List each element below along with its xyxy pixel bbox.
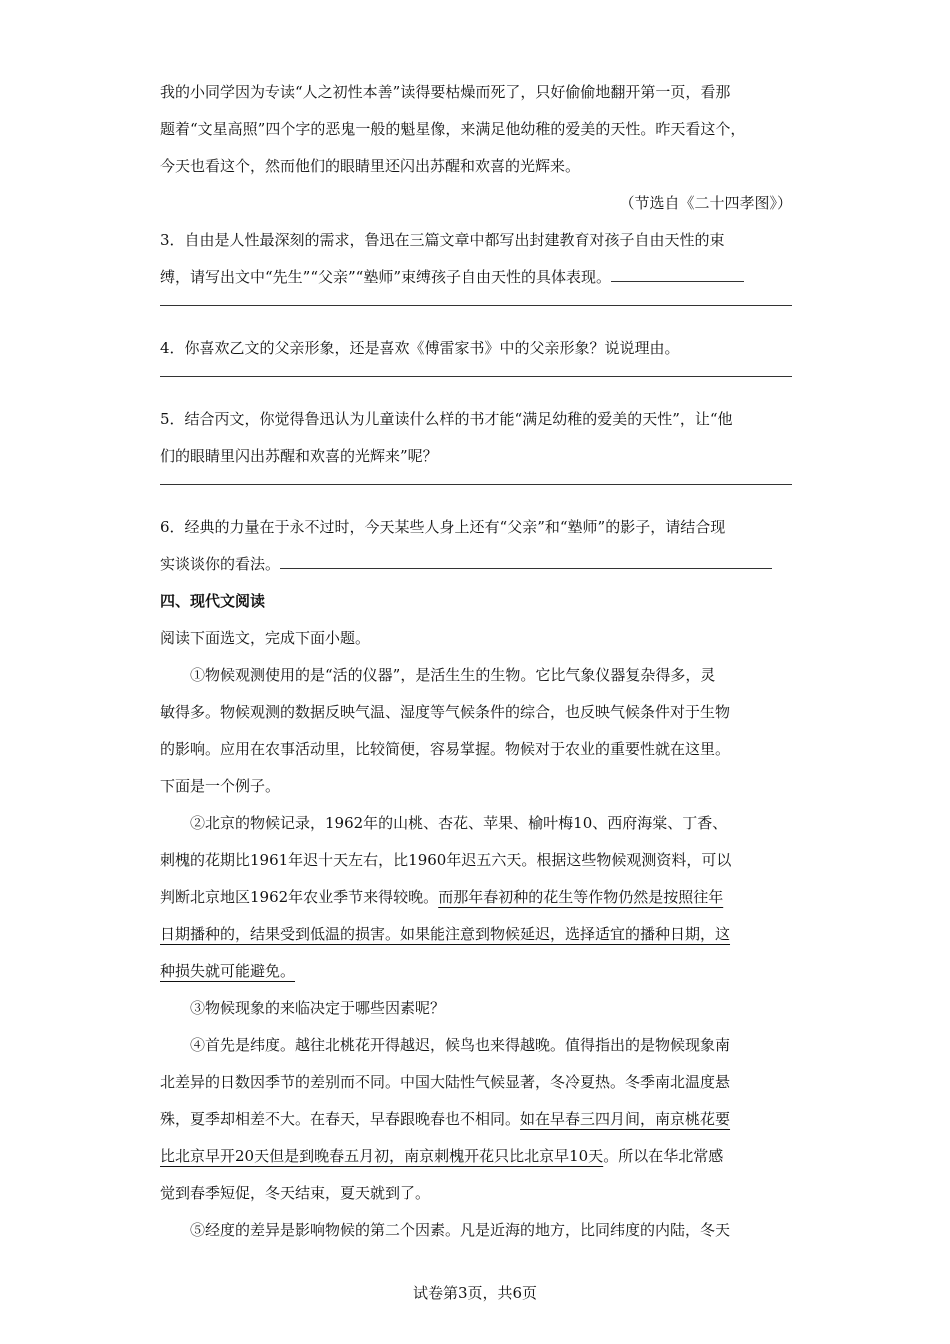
underlined-sentence: 日期播种的，结果受到低温的损害。如果能注意到物候延迟，选择适宜的播种日期，这: [160, 925, 731, 943]
paragraph-1-line: 下面是一个例子。: [160, 777, 281, 795]
section-heading: 四、现代文阅读: [160, 592, 266, 610]
paragraph-2-line: ②北京的物候记录，1962年的山桃、杏花、苹果、榆叶梅10、西府海棠、丁香、: [190, 814, 728, 832]
paragraph-4-line: 觉到春季短促，冬天结束，夏天就到了。: [160, 1184, 431, 1202]
paragraph-2-line: [160, 916, 792, 953]
passage-source: （节选自《二十四孝图》）: [619, 194, 792, 212]
underlined-sentence: 比北京早开20天但是到晚春五月初，南京刺槐开花只比北京早10天: [160, 1147, 604, 1165]
paragraph-2-line: [160, 953, 792, 990]
passage-line: 题着“文星高照”四个字的恶鬼一般的魁星像，来满足他幼稚的爱美的天性。昨天看这个，: [160, 120, 746, 138]
question-3-line: [160, 259, 792, 296]
page-content: [160, 74, 792, 1249]
question-6-text: 实谈谈你的看法。: [160, 555, 281, 573]
paragraph-1-line: 的影响。应用在农事活动里，比较简便，容易掌握。物候对于农业的重要性就在这里。: [160, 740, 731, 758]
reading-instruction: 阅读下面选文，完成下面小题。: [160, 629, 371, 647]
paragraph-2-line: 刺槐的花期比1961年迟十天左右，比1960年迟五六天。根据这些物候观测资料，可以: [160, 851, 732, 869]
question-6-line: 6．经典的力量在于永不过时，今天某些人身上还有“父亲”和“塾师”的影子，请结合现: [160, 518, 726, 536]
passage-line: 我的小同学因为专读“人之初性本善”读得要枯燥而死了，只好偷偷地翻开第一页，看那: [160, 83, 731, 101]
paragraph-4-text: 殊，夏季却相差不大。在春天，早春跟晚春也不相同。: [160, 1110, 521, 1128]
paragraph-4-line: [160, 1101, 792, 1138]
underlined-sentence: 如在早春三四月间，南京桃花要: [520, 1110, 731, 1128]
answer-line[interactable]: [160, 375, 792, 377]
paragraph-4-line: 北差异的日数因季节的差别而不同。中国大陆性气候显著，冬冷夏热。冬季南北温度悬: [160, 1073, 731, 1091]
paragraph-4-line: ④首先是纬度。越往北桃花开得越迟，候鸟也来得越晚。值得指出的是物候现象南: [190, 1036, 731, 1054]
question-4: 4．你喜欢乙文的父亲形象，还是喜欢《傅雷家书》中的父亲形象？说说理由。: [160, 339, 680, 357]
paragraph-1-line: 敏得多。物候观测的数据反映气温、湿度等气候条件的综合，也反映气候条件对于生物: [160, 703, 731, 721]
passage-line: 今天也看这个，然而他们的眼睛里还闪出苏醒和欢喜的光辉来。: [160, 157, 581, 175]
underlined-sentence: 种损失就可能避免。: [160, 962, 296, 980]
page-footer: 试卷第3页，共6页: [412, 1284, 538, 1302]
question-5-line: 们的眼睛里闪出苏醒和欢喜的光辉来”呢？: [160, 447, 438, 465]
paragraph-4-text: 。所以在华北常感: [603, 1147, 724, 1165]
question-3-text: 缚，请写出文中“先生”“父亲”“塾师”束缚孩子自由天性的具体表现。: [160, 268, 612, 286]
answer-line[interactable]: [160, 483, 792, 485]
question-5-line: 5．结合丙文，你觉得鲁迅认为儿童读什么样的书才能“满足幼稚的爱美的天性”，让“他: [160, 410, 733, 428]
question-6-line: [160, 546, 792, 583]
paragraph-2-line: [160, 879, 792, 916]
paragraph-1-line: ①物候观测使用的是“活的仪器”，是活生生的生物。它比气象仪器复杂得多，灵: [190, 666, 716, 684]
paragraph-5-line: ⑤经度的差异是影响物候的第二个因素。凡是近海的地方，比同纬度的内陆，冬天: [190, 1221, 731, 1239]
underlined-sentence: 而那年春初种的花生等作物仍然是按照往年: [438, 888, 724, 906]
answer-blank[interactable]: [280, 548, 772, 569]
paragraph-2-text: 判断北京地区1962年农业季节来得较晚。: [160, 888, 439, 906]
answer-line[interactable]: [160, 304, 792, 306]
question-3-line: 3．自由是人性最深刻的需求，鲁迅在三篇文章中都写出封建教育对孩子自由天性的束: [160, 231, 725, 249]
paragraph-3: ③物候现象的来临决定于哪些因素呢？: [190, 999, 446, 1017]
paragraph-4-line: [160, 1138, 792, 1175]
answer-blank[interactable]: [611, 261, 744, 282]
